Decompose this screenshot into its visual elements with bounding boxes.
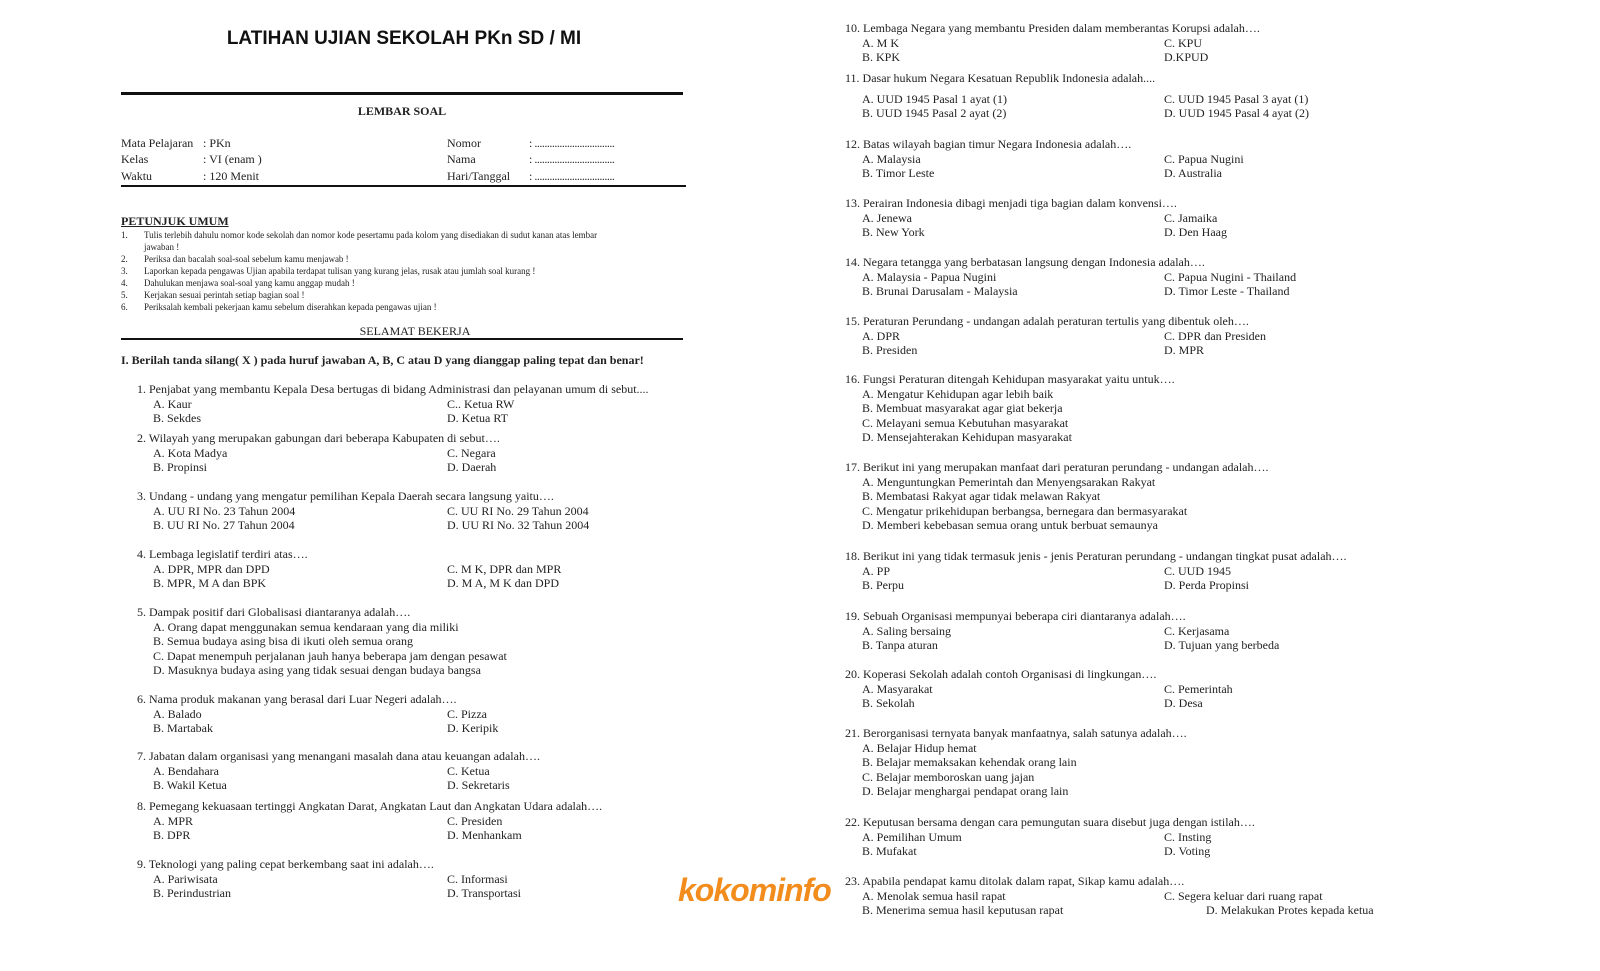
- answer-option[interactable]: C. M K, DPR dan MPR: [447, 561, 562, 576]
- question: [845, 815, 1255, 859]
- answer-option[interactable]: B. DPR: [153, 828, 191, 843]
- info-label: Nomor: [447, 136, 481, 150]
- answer-option[interactable]: D. Belajar menghargai pendapat orang lain: [862, 784, 1069, 799]
- question-stem: 16. Fungsi Peraturan ditengah Kehidupan masyarakat yaitu untuk….: [845, 372, 1175, 386]
- answer-options: [153, 620, 507, 678]
- question: [845, 71, 1309, 121]
- instruction-text: Periksa dan bacalah soal-soal sebelum kamu menjawab !: [144, 254, 349, 264]
- info-field: : ................................: [529, 152, 615, 166]
- instruction-number: 5.: [121, 290, 128, 300]
- answer-option[interactable]: C. KPU: [1164, 35, 1203, 50]
- instruction-item: [121, 290, 304, 300]
- answer-options: [153, 764, 540, 793]
- answer-option[interactable]: A. Kaur: [153, 396, 192, 411]
- answer-options: [153, 707, 498, 736]
- info-label: Kelas: [121, 152, 149, 166]
- question: [845, 21, 1260, 65]
- answer-option[interactable]: B. Belajar memaksakan kehendak orang lain: [862, 755, 1077, 770]
- question: [845, 314, 1266, 358]
- answer-options: [862, 741, 1187, 799]
- question: [137, 857, 521, 901]
- answer-options: [862, 564, 1347, 593]
- question: [845, 549, 1347, 593]
- answer-option[interactable]: B. MPR, M A dan BPK: [153, 576, 267, 591]
- info-field: : ................................: [529, 136, 615, 150]
- answer-options: [153, 814, 602, 843]
- instruction-text: Dahulukan menjawa soal-soal yang kamu anggap mudah !: [144, 278, 355, 288]
- answer-options: [862, 152, 1244, 181]
- answer-option[interactable]: A. Pariwisata: [153, 871, 218, 886]
- answer-options: [153, 872, 521, 901]
- answer-option[interactable]: D. Ketua RT: [447, 411, 508, 426]
- answer-option[interactable]: B. Martabak: [153, 721, 213, 736]
- answer-option[interactable]: A. DPR, MPR dan DPD: [153, 561, 270, 576]
- answer-option[interactable]: C. Dapat menempuh perjalanan jauh hanya beberapa jam dengan pesawat: [153, 648, 507, 663]
- question-stem: 11. Dasar hukum Negara Kesatuan Republik Indonesia adalah....: [845, 71, 1156, 85]
- answer-option[interactable]: D. Daerah: [447, 460, 497, 475]
- answer-option[interactable]: D. Memberi kebebasan semua orang untuk berbuat semaunya: [862, 518, 1158, 533]
- question: [137, 382, 649, 426]
- instruction-continuation: jawaban !: [144, 242, 180, 252]
- answer-option[interactable]: C. UU RI No. 29 Tahun 2004: [447, 503, 589, 518]
- question: [845, 460, 1269, 533]
- question-stem: 5. Dampak positif dari Globalisasi diantaranya adalah….: [137, 605, 411, 619]
- answer-option[interactable]: C. Melayani semua Kebutuhan masyarakat: [862, 415, 1069, 430]
- instructions-heading: PETUNJUK UMUM: [121, 214, 229, 228]
- instruction-text: Laporkan kepada pengawas Ujian apabila terdapat tulisan yang kurang jelas, rusak atau jumlah soal kurang !: [144, 266, 536, 276]
- instruction-number: 6.: [121, 302, 128, 312]
- answer-option[interactable]: D. Mensejahterakan Kehidupan masyarakat: [862, 430, 1072, 445]
- info-value: : PKn: [203, 136, 231, 150]
- question-stem: 8. Pemegang kekuasaan tertinggi Angkatan Darat, Angkatan Laut dan Angkatan Udara adalah….: [137, 799, 603, 813]
- question: [845, 255, 1296, 299]
- question: [137, 547, 561, 591]
- answer-options: [862, 270, 1296, 299]
- answer-option[interactable]: D. Tujuan yang berbeda: [1164, 638, 1280, 653]
- answer-option[interactable]: C. Papua Nugini: [1164, 151, 1244, 166]
- answer-option[interactable]: D. UUD 1945 Pasal 4 ayat (2): [1164, 106, 1309, 121]
- info-value: : 120 Menit: [203, 169, 259, 183]
- question-stem: 6. Nama produk makanan yang berasal dari Luar Negeri adalah….: [137, 692, 457, 706]
- answer-option[interactable]: A. UU RI No. 23 Tahun 2004: [153, 503, 296, 518]
- answer-options: [153, 562, 561, 591]
- answer-option[interactable]: C. Presiden: [447, 813, 503, 828]
- answer-option[interactable]: D. Timor Leste - Thailand: [1164, 284, 1290, 299]
- answer-option[interactable]: C. DPR dan Presiden: [1164, 328, 1266, 343]
- answer-option[interactable]: D. MPR: [1164, 343, 1205, 358]
- instruction-number: 2.: [121, 254, 128, 264]
- answer-options: [153, 397, 649, 426]
- instruction-item: [121, 254, 349, 264]
- answer-option[interactable]: B. Propinsi: [153, 460, 208, 475]
- question: [845, 196, 1227, 240]
- question-stem: 19. Sebuah Organisasi mempunyai beberapa ciri diantaranya adalah….: [845, 609, 1186, 623]
- question-stem: 15. Peraturan Perundang - undangan adalah peraturan tertulis yang dibentuk oleh….: [845, 314, 1249, 328]
- answer-option[interactable]: A. Mengatur Kehidupan agar lebih baik: [862, 386, 1054, 401]
- answer-options: [862, 682, 1233, 711]
- answer-option[interactable]: B. UU RI No. 27 Tahun 2004: [153, 518, 295, 533]
- answer-option[interactable]: B. UUD 1945 Pasal 2 ayat (2): [862, 106, 1007, 121]
- info-label: Mata Pelajaran: [121, 136, 194, 150]
- answer-options: [862, 387, 1175, 445]
- answer-options: [153, 446, 500, 475]
- question-stem: 20. Koperasi Sekolah adalah contoh Organisasi di lingkungan….: [845, 667, 1157, 681]
- question-stem: 22. Keputusan bersama dengan cara pemungutan suara disebut juga dengan istilah….: [845, 815, 1255, 829]
- sheet-label: LEMBAR SOAL: [357, 104, 447, 118]
- answer-option[interactable]: C. Kerjasama: [1164, 623, 1230, 638]
- answer-options: [862, 92, 1309, 121]
- instruction-text: Periksalah kembali pekerjaan kamu sebelum diserahkan kepada pengawas ujian !: [144, 302, 437, 312]
- answer-option[interactable]: C. Negara: [447, 445, 496, 460]
- divider: [121, 338, 683, 340]
- question: [137, 749, 540, 793]
- answer-option[interactable]: B. Menerima semua hasil keputusan rapat: [862, 903, 1064, 918]
- question: [137, 431, 500, 475]
- answer-option[interactable]: C. Papua Nugini - Thailand: [1164, 269, 1297, 284]
- answer-option[interactable]: A. Jenewa: [862, 210, 912, 225]
- question-stem: 4. Lembaga legislatif terdiri atas….: [137, 547, 308, 561]
- answer-option[interactable]: A. Orang dapat menggunakan semua kendaraan yang dia miliki: [153, 619, 459, 634]
- instruction-text: Kerjakan sesuai perintah setiap bagian soal !: [144, 290, 305, 300]
- answer-option[interactable]: D. Transportasi: [447, 886, 522, 901]
- answer-option[interactable]: A. DPR: [862, 328, 901, 343]
- answer-option[interactable]: A. PP: [862, 563, 891, 578]
- answer-option[interactable]: A. Bendahara: [153, 763, 219, 778]
- answer-option[interactable]: B. KPK: [862, 50, 901, 65]
- watermark-logo: kokominfo: [678, 872, 831, 908]
- question-stem: 9. Teknologi yang paling cepat berkembang saat ini adalah….: [137, 857, 434, 871]
- answer-options: [153, 504, 589, 533]
- instruction-text: Tulis terlebih dahulu nomor kode sekolah dan nomor kode pesertamu pada kolom yang disediakan di sudut kanan atas lembar: [144, 230, 598, 240]
- answer-option[interactable]: D. Desa: [1164, 696, 1203, 711]
- answer-option[interactable]: B. Membuat masyarakat agar giat bekerja: [862, 401, 1063, 416]
- answer-option[interactable]: B. Perpu: [862, 578, 904, 593]
- answer-option[interactable]: D. Perda Propinsi: [1164, 578, 1249, 593]
- answer-option[interactable]: D. Sekretaris: [447, 778, 510, 793]
- instruction-number: 1.: [121, 230, 128, 240]
- answer-options: [862, 624, 1279, 653]
- question-stem: 21. Berorganisasi ternyata banyak manfaatnya, salah satunya adalah….: [845, 726, 1187, 740]
- answer-option[interactable]: B. Wakil Ketua: [153, 778, 227, 793]
- question-stem: 14. Negara tetangga yang berbatasan langsung dengan Indonesia adalah….: [845, 255, 1205, 269]
- closing-text: SELAMAT BEKERJA: [359, 324, 471, 338]
- question-stem: 3. Undang - undang yang mengatur pemilihan Kepala Daerah secara langsung yaitu….: [137, 489, 554, 503]
- info-label: Nama: [447, 152, 476, 166]
- answer-option[interactable]: C. Insting: [1164, 829, 1212, 844]
- answer-option[interactable]: A. MPR: [153, 813, 194, 828]
- question-stem: 17. Berikut ini yang merupakan manfaat dari peraturan perundang - undangan adalah….: [845, 460, 1269, 474]
- answer-option[interactable]: B. Semua budaya asing bisa di ikuti oleh semua orang: [153, 634, 413, 649]
- answer-option[interactable]: A. Kota Madya: [153, 445, 228, 460]
- question-stem: 12. Batas wilayah bagian timur Negara Indonesia adalah….: [845, 137, 1132, 151]
- instruction-item: [121, 230, 597, 240]
- answer-option[interactable]: A. UUD 1945 Pasal 1 ayat (1): [862, 91, 1007, 106]
- answer-option[interactable]: A. Malaysia - Papua Nugini: [862, 269, 997, 284]
- question: [845, 726, 1187, 799]
- answer-option[interactable]: D. Den Haag: [1164, 225, 1227, 240]
- question: [845, 874, 1374, 918]
- answer-option[interactable]: B. Mufakat: [862, 844, 917, 859]
- question: [137, 692, 498, 736]
- info-label: Hari/Tanggal: [447, 169, 511, 183]
- question: [845, 137, 1244, 181]
- document-title: LATIHAN UJIAN SEKOLAH PKn SD / MI: [226, 28, 582, 49]
- answer-option[interactable]: D. Australia: [1164, 166, 1222, 181]
- answer-option[interactable]: D. M A, M K dan DPD: [447, 576, 560, 591]
- answer-options: [862, 36, 1260, 65]
- divider: [121, 185, 686, 187]
- answer-option[interactable]: D.KPUD: [1164, 50, 1209, 65]
- answer-option[interactable]: A. Pemilihan Umum: [862, 829, 962, 844]
- answer-option[interactable]: C.. Ketua RW: [447, 396, 515, 411]
- answer-option[interactable]: C. UUD 1945 Pasal 3 ayat (1): [1164, 91, 1309, 106]
- answer-options: [862, 475, 1269, 533]
- answer-option[interactable]: C. Pizza: [447, 706, 487, 721]
- section-instruction: I. Berilah tanda silang( X ) pada huruf jawaban A, B, C atau D yang dianggap paling tepat dan benar!: [121, 353, 644, 367]
- answer-option[interactable]: B. Membatasi Rakyat agar tidak melawan Rakyat: [862, 489, 1101, 504]
- answer-option[interactable]: A. Menguntungkan Pemerintah dan Menyengsarakan Rakyat: [862, 474, 1156, 489]
- question-stem: 1. Penjabat yang membantu Kepala Desa bertugas di bidang Administrasi dan pelayanan umum di sebut....: [137, 382, 649, 396]
- answer-options: [862, 830, 1255, 859]
- answer-option[interactable]: A. Saling bersaing: [862, 623, 951, 638]
- question-stem: 10. Lembaga Negara yang membantu Presiden dalam memberantas Korupsi adalah….: [845, 21, 1260, 35]
- answer-option[interactable]: B. Perindustrian: [153, 886, 231, 901]
- info-label: Waktu: [121, 169, 153, 183]
- answer-option[interactable]: C. UUD 1945: [1164, 563, 1232, 578]
- answer-option[interactable]: D. Melakukan Protes kepada ketua: [1206, 903, 1374, 918]
- answer-option[interactable]: D. UU RI No. 32 Tahun 2004: [447, 518, 590, 533]
- answer-options: [862, 889, 1374, 918]
- answer-option[interactable]: B. Tanpa aturan: [862, 638, 938, 653]
- answer-option[interactable]: C. Jamaika: [1164, 210, 1218, 225]
- divider: [121, 92, 683, 95]
- instruction-item: [121, 302, 437, 312]
- answer-option[interactable]: A. Belajar Hidup hemat: [862, 740, 977, 755]
- answer-option[interactable]: B. Sekolah: [862, 696, 915, 711]
- answer-option[interactable]: C. Informasi: [447, 871, 508, 886]
- instruction-number: 4.: [121, 278, 128, 288]
- instruction-item: [121, 266, 535, 276]
- answer-option[interactable]: A. Balado: [153, 706, 202, 721]
- question: [845, 609, 1279, 653]
- question-stem: 18. Berikut ini yang tidak termasuk jenis - jenis Peraturan perundang - undangan tingkat pusat adalah….: [845, 549, 1347, 563]
- answer-option[interactable]: A. M K: [862, 35, 900, 50]
- info-field: : ................................: [529, 169, 615, 183]
- question-stem: 23. Apabila pendapat kamu ditolak dalam rapat, Sikap kamu adalah….: [845, 874, 1185, 888]
- answer-option[interactable]: C. Pemerintah: [1164, 681, 1233, 696]
- question-stem: 7. Jabatan dalam organisasi yang menangani masalah dana atau keuangan adalah….: [137, 749, 540, 763]
- answer-option[interactable]: B. Presiden: [862, 343, 918, 358]
- answer-option[interactable]: C. Ketua: [447, 763, 490, 778]
- answer-options: [862, 329, 1266, 358]
- question: [845, 667, 1233, 711]
- question-stem: 13. Perairan Indonesia dibagi menjadi tiga bagian dalam konvensi….: [845, 196, 1177, 210]
- answer-option[interactable]: B. Timor Leste: [862, 166, 935, 181]
- answer-option[interactable]: C. Mengatur prikehidupan berbangsa, bernegara dan bermasyarakat: [862, 503, 1188, 518]
- question-stem: 2. Wilayah yang merupakan gabungan dari beberapa Kabupaten di sebut….: [137, 431, 500, 445]
- question: [137, 799, 602, 843]
- answer-option[interactable]: B. Brunai Darusalam - Malaysia: [862, 284, 1018, 299]
- answer-option[interactable]: C. Belajar memboroskan uang jajan: [862, 769, 1035, 784]
- answer-option[interactable]: A. Masyarakat: [862, 681, 933, 696]
- answer-option[interactable]: B. Sekdes: [153, 411, 201, 426]
- answer-option[interactable]: D. Voting: [1164, 844, 1211, 859]
- answer-option[interactable]: D. Keripik: [447, 721, 499, 736]
- answer-option[interactable]: A. Menolak semua hasil rapat: [862, 888, 1006, 903]
- question: [137, 605, 507, 678]
- instruction-item: [121, 278, 355, 288]
- answer-option[interactable]: D. Menhankam: [447, 828, 522, 843]
- question: [137, 489, 589, 533]
- answer-option[interactable]: B. New York: [862, 225, 925, 240]
- instruction-number: 3.: [121, 266, 128, 276]
- answer-options: [862, 211, 1227, 240]
- answer-option[interactable]: C. Segera keluar dari ruang rapat: [1164, 888, 1323, 903]
- answer-option[interactable]: A. Malaysia: [862, 151, 921, 166]
- question: [845, 372, 1175, 445]
- info-value: : VI (enam ): [203, 152, 262, 166]
- answer-option[interactable]: D. Masuknya budaya asing yang tidak sesuai dengan budaya bangsa: [153, 663, 481, 678]
